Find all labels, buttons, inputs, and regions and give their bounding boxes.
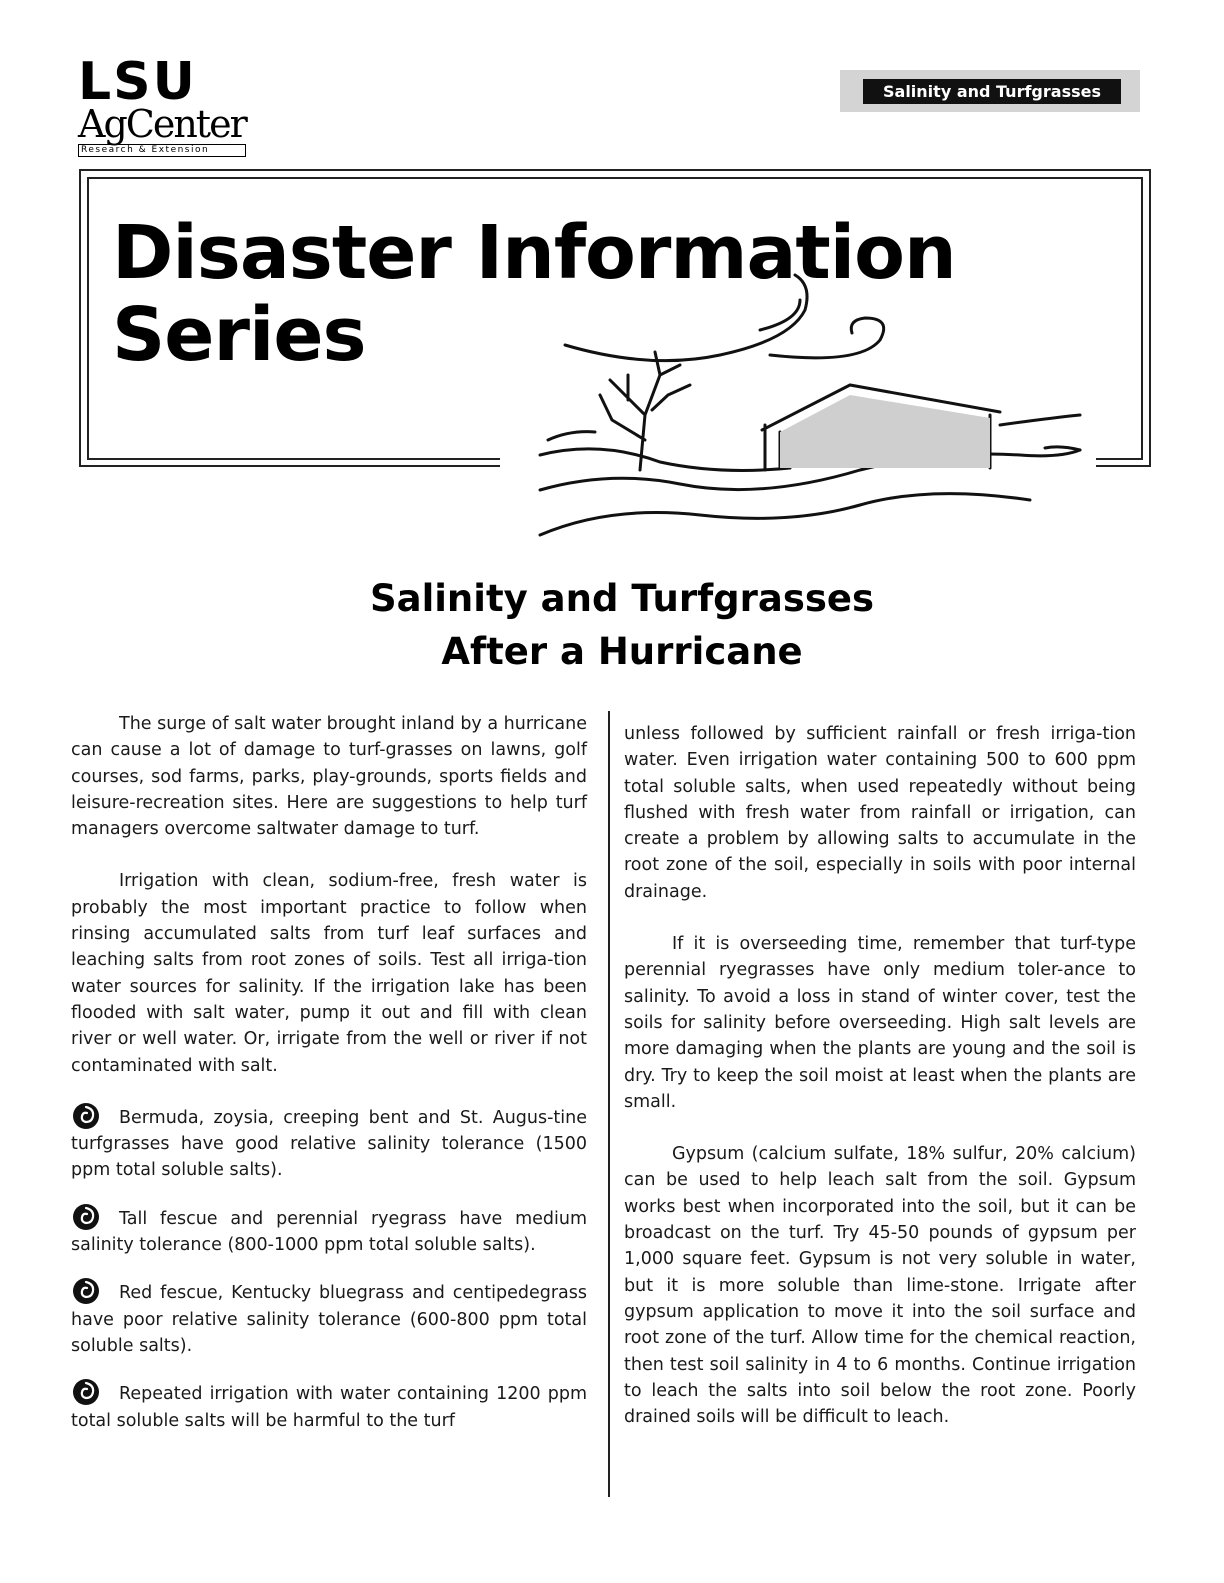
logo-agcenter-text: AgCenter (78, 102, 246, 146)
swirl-bullet-icon (71, 1377, 101, 1407)
bullet-text: Repeated irrigation with water containing 1200 ppm total soluble salts will be harmful to the turf (71, 1384, 587, 1431)
series-tag-label: Salinity and Turfgrasses (863, 79, 1121, 104)
logo-subtitle: Research & Extension (78, 144, 246, 157)
right-column (624, 721, 1136, 1456)
logo-lsu-text: LSU (78, 52, 197, 112)
column-divider (608, 711, 610, 1497)
list-item (71, 1381, 587, 1434)
swirl-bullet-icon (71, 1101, 101, 1131)
document-title-line2: After a Hurricane (441, 630, 803, 673)
swirl-bullet-icon (71, 1276, 101, 1306)
swirl-bullet-icon (71, 1202, 101, 1232)
list-item (71, 1105, 587, 1184)
bullet-text: Bermuda, zoysia, creeping bent and St. Augus-tine turfgrasses have good relative salinity tolerance (1500 ppm total soluble salts). (71, 1107, 587, 1181)
banner-title (112, 212, 956, 376)
paragraph: If it is overseeding time, remember that turf-type perennial ryegrasses have only medium toler-ance to salinity. To avoid a loss in stand of winter cover, test the soils for salinity before overseeding. High salt levels are more damaging when the plants are young and the soil is dry. Try to keep the soil moist at least when the plants are small. (624, 934, 1136, 1112)
document-title-line1: Salinity and Turfgrasses (369, 577, 875, 620)
paragraph: Gypsum (calcium sulfate, 18% sulfur, 20% calcium) can be used to help leach salt from the soil. Gypsum works best when incorporated into the soil, but it can be broadcast on the turf. Try 45-50 pounds of gypsum per 1,000 square feet. Gypsum is not very soluble in water, but it is more soluble than lime-stone. Irrigate after gypsum application to move it into the soil surface and root zone of the turf. Allow time for the chemical reaction, then test soil salinity in 4 to 6 months. Continue irrigation to leach the salts into soil below the root zone. Poorly drained soils will be difficult to leach. (624, 1144, 1136, 1428)
document-title (0, 572, 1224, 678)
paragraph: Irrigation with clean, sodium-free, fresh water is probably the most important practice to follow when rinsing accumulated salts from turf leaf surfaces and leaching salts from root zones of soils. Test all irriga-tion water sources for salinity. If the irrigation lake has been flooded with salt water, pump it out and fill with clean river or well water. Or, irrigate from the well or river if not contaminated with salt. (71, 871, 587, 1076)
banner-title-line1: Disaster Information (112, 210, 956, 296)
list-item (71, 1280, 587, 1359)
paragraph: unless followed by sufficient rainfall or fresh irriga-tion water. Even irrigation water containing 500 to 600 ppm total soluble salts, when used repeatedly without being flushed with fresh water from rainfall or irrigation, can create a problem by allowing salts to accumulate in the root zone of the soil, especially in soils with poor internal drainage. (624, 724, 1136, 902)
bullet-text: Tall fescue and perennial ryegrass have medium salinity tolerance (800-1000 ppm total soluble salts). (71, 1208, 587, 1256)
left-column (71, 711, 587, 1456)
banner-title-line2: Series (112, 292, 366, 378)
bullet-text: Red fescue, Kentucky bluegrass and centipedegrass have poor relative salinity tolerance (600-800 ppm total soluble salts). (71, 1283, 587, 1356)
list-item (71, 1206, 587, 1259)
paragraph: The surge of salt water brought inland by a hurricane can cause a lot of damage to turf-grasses on lawns, golf courses, sod farms, parks, play-grounds, sports fields and leisure-recreation sites. Here are suggestions to help turf managers overcome saltwater damage to turf. (71, 714, 587, 840)
